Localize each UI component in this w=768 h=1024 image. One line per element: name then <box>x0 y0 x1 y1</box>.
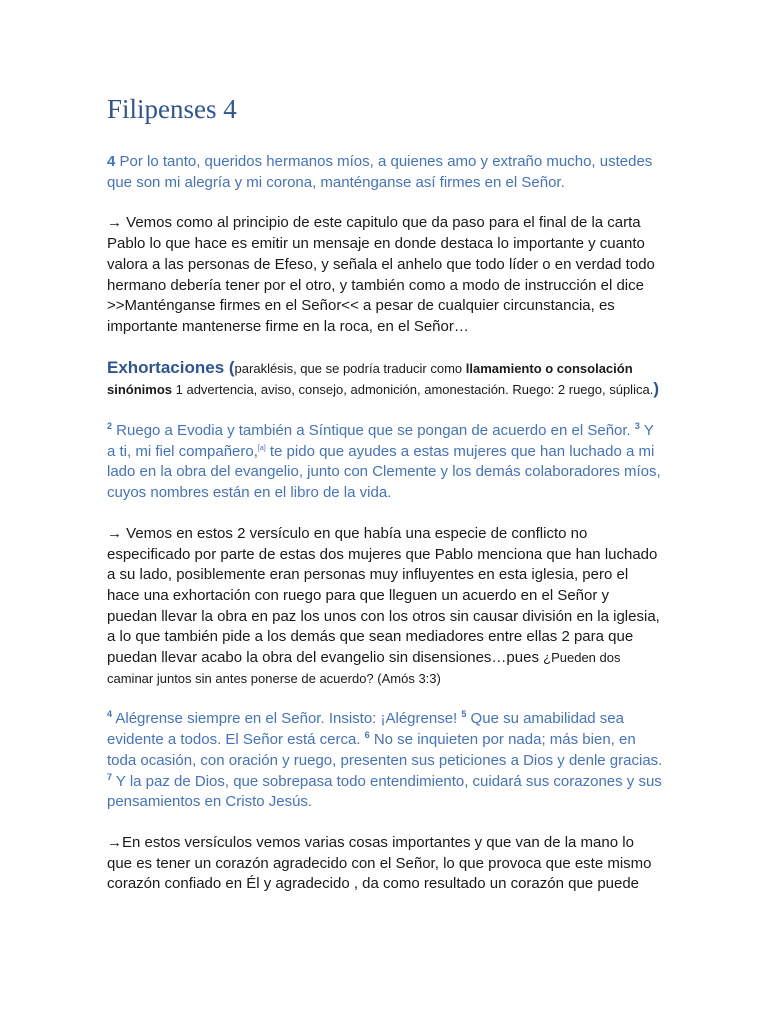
verse-number: 5 <box>461 709 467 720</box>
verse-text: Y la paz de Dios, que sobrepasa todo entendimiento, cuidará sus corazones y sus pensamientos en Cristo Jesús. <box>107 772 662 811</box>
verse-text: Por lo tanto, queridos hermanos míos, a quienes amo y extraño mucho, ustedes que son mi alegría y mi corona, manténganse así firmes en el Señor. <box>107 153 653 191</box>
verse-number: 2 <box>107 421 113 432</box>
verse-4-1 <box>107 152 663 193</box>
verse-number: 7 <box>107 771 113 782</box>
verse-text: Que su amabilidad sea evidente a todos. El Señor está cerca. <box>107 710 624 749</box>
verse-number: 4 <box>107 709 113 720</box>
footnote-link[interactable]: [a] <box>257 444 266 452</box>
exhortaciones-paragraph <box>107 358 663 401</box>
verse-text: te pido que ayudes a estas mujeres que han luchado a mi lado en la obra del evangelio, junto con Clemente y los demás colaboradores míos, cuyos nombres están en el libro de la vida. <box>107 442 661 502</box>
verse-text: Y a ti, mi fiel compañero, <box>107 422 654 460</box>
document-title: Filipenses 4 <box>107 94 237 124</box>
verses-2-3 <box>107 421 663 504</box>
definition-text-2: 1 advertencia, aviso, consejo, admonición, amonestación. Ruego: 2 ruego, súplica. <box>172 382 654 398</box>
document-body <box>107 92 663 895</box>
verses-4-7 <box>107 709 663 813</box>
open-paren: ( <box>224 357 235 377</box>
commentary-paragraph-1: → Vemos como al principio de este capitulo que da paso para el final de la carta Pablo lo que hace es emitir un mensaje en donde destaca lo importante y cuanto valora a las personas de Efeso, y señala el anhelo que todo líder o en verdad todo hermano debería tener por el otro, y también como a modo de instrucción el dice >>Manténganse firmes en el Señor<< a pesar de cualquier circunstancia, es importante mantenerse firme en la roca, en el Señor… <box>107 214 655 335</box>
verse-text: Alégrense siempre en el Señor. Insisto: ¡Alégrense! <box>112 710 462 728</box>
commentary-paragraph-3: →En estos versículos vemos varias cosas importantes y que van de la mano lo que es tener un corazón agradecido con el Señor, lo que provoca que este mismo corazón confiado en Él y agradecido , da como resultado un corazón que puede <box>107 833 652 893</box>
verse-number: 6 <box>364 730 370 741</box>
commentary-paragraph-2 <box>107 524 663 690</box>
verse-text: No se inquieten por nada; más bien, en toda ocasión, con oración y ruego, presenten sus peticiones a Dios y denle gracias. <box>107 731 663 769</box>
verse-number: 4 <box>107 153 116 170</box>
commentary-text: → Vemos en estos 2 versículo en que había una especie de conflicto no especificado por parte de estas dos mujeres que Pablo menciona que han luchado a su lado, posiblemente eran personas muy influyentes en esta iglesia, pero el hace una exhortación con ruego para que lleguen un acuerdo en el Señor y puedan llevar la obra en paz los unos con los otros sin causar división en la iglesia, a lo que también pide a los demás que sean mediadores entre ellas 2 para que puedan llevar acabo la obra del evangelio sin disensiones…pues <box>107 524 660 667</box>
definition-bold: llamamiento o consolación sinónimos <box>107 360 633 398</box>
amos-quote: ¿Pueden dos caminar juntos sin antes ponerse de acuerdo? (Amós 3:3) <box>107 650 621 686</box>
exhortaciones-heading: Exhortaciones <box>107 357 225 377</box>
close-paren: ) <box>653 379 659 399</box>
verse-number: 3 <box>634 421 640 432</box>
definition-text-1: paraklésis, que se podría traducir como <box>234 360 466 376</box>
verse-text: Ruego a Evodia y también a Síntique que se pongan de acuerdo en el Señor. <box>112 422 635 440</box>
